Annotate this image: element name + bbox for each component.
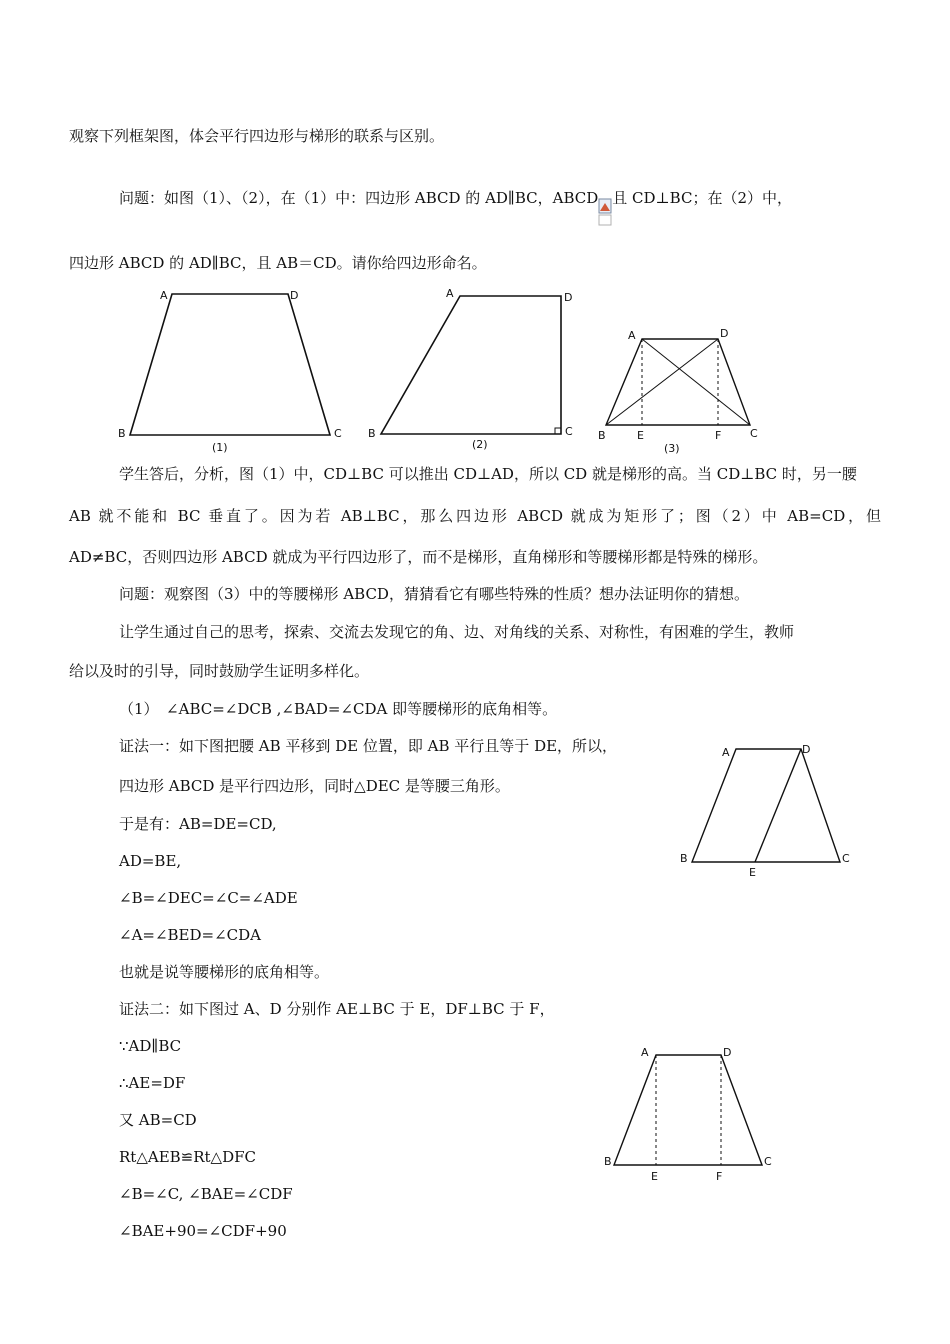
fig3-label-a: A	[628, 329, 636, 342]
proof1-line-4: AD=BE,	[119, 852, 182, 870]
fig3-caption: (3)	[664, 442, 680, 455]
proof2-line-4: 又 AB=CD	[119, 1111, 197, 1129]
fig5-label-f: F	[716, 1170, 723, 1183]
fig5-label-b: B	[604, 1155, 612, 1168]
proof1-line-1: 证法一：如下图把腰 AB 平移到 DE 位置，即 AB 平行且等于 DE，所以，	[119, 737, 618, 755]
question1-line1	[119, 188, 792, 208]
answer-line-1: 学生答后，分析，图（1）中，CD⊥BC 可以推出 CD⊥AD，所以 CD 就是梯形的高。当 CD⊥BC 时，另一腰	[119, 465, 857, 483]
proof2-line-5: Rt△AEB≌Rt△DFC	[119, 1148, 256, 1166]
proof2-line-7: ∠BAE+90=∠CDF+90	[119, 1222, 287, 1240]
fig3-label-b: B	[598, 429, 606, 442]
fig3-label-e: E	[637, 429, 644, 442]
fig5-label-d: D	[723, 1046, 732, 1059]
figure-2-right-trapezoid	[364, 285, 584, 460]
fig4-label-b: B	[680, 852, 688, 865]
fig2-label-b: B	[368, 427, 376, 440]
fig5-label-c: C	[764, 1155, 772, 1168]
guide-line-1: 让学生通过自己的思考，探索、交流去发现它的角、边、对角线的关系、对称性，有困难的学生，教师	[119, 623, 795, 641]
fig1-label-c: C	[334, 427, 342, 440]
answer-line-3: AD≠BC，否则四边形 ABCD 就成为平行四边形了，而不是梯形，直角梯形和等腰梯形都是特殊的梯形。	[69, 548, 768, 566]
fig2-label-d: D	[564, 291, 573, 304]
intro-paragraph: 观察下列框架图，体会平行四边形与梯形的联系与区别。	[69, 127, 445, 145]
proof1-line-6: ∠A=∠BED=∠CDA	[119, 926, 262, 944]
guide-line-2: 给以及时的引导，同时鼓励学生证明多样化。	[69, 662, 370, 680]
fig3-label-f: F	[715, 429, 722, 442]
proof1-line-3: 于是有：AB=DE=CD,	[119, 815, 277, 833]
question1-line2: 四边形 ABCD 的 AD∥BC，且 AB＝CD。请你给四边形命名。	[69, 254, 487, 272]
proof1-line-5: ∠B=∠DEC=∠C=∠ADE	[119, 889, 298, 907]
fig5-label-e: E	[651, 1170, 658, 1183]
proof1-line-7: 也就是说等腰梯形的底角相等。	[119, 963, 330, 981]
property-1-heading: （1） ∠ABC=∠DCB ,∠BAD=∠CDA 即等腰梯形的底角相等。	[119, 700, 558, 718]
proof2-line-3: ∴AE=DF	[119, 1074, 186, 1092]
figure-5-altitudes	[600, 1040, 785, 1190]
fig4-label-a: A	[722, 746, 730, 759]
fig3-label-d: D	[720, 327, 729, 340]
fig2-label-a: A	[446, 287, 454, 300]
figure-1-trapezoid	[112, 285, 352, 460]
question1-part-b: 且 CD⊥BC；在（2）中，	[612, 189, 792, 207]
proof2-line-2: ∵AD∥BC	[119, 1037, 182, 1055]
fig3-label-c: C	[750, 427, 758, 440]
fig1-label-b: B	[118, 427, 126, 440]
figure-3-isosceles-trapezoid	[594, 325, 774, 460]
fig1-label-a: A	[160, 289, 168, 302]
fig5-label-a: A	[641, 1046, 649, 1059]
fig2-caption: (2)	[472, 438, 488, 451]
broken-image-icon	[598, 191, 612, 207]
proof2-line-1: 证法二：如下图过 A、D 分别作 AE⊥BC 于 E，DF⊥BC 于 F，	[119, 1000, 555, 1018]
answer-line-2: AB 就不能和 BC 垂直了。因为若 AB⊥BC，那么四边形 ABCD 就成为矩形了；图（2）中 AB=CD，但	[69, 507, 881, 525]
fig2-label-c: C	[565, 425, 573, 438]
figure-4-translated-leg	[676, 738, 866, 883]
question1-part-a: 问题：如图（1）、（2），在（1）中：四边形 ABCD 的 AD∥BC，ABCD	[119, 189, 599, 207]
question2-paragraph: 问题：观察图（3）中的等腰梯形 ABCD，猜猜看它有哪些特殊的性质？想办法证明你的猜想。	[119, 585, 749, 603]
fig4-label-c: C	[842, 852, 850, 865]
fig1-label-d: D	[290, 289, 299, 302]
fig4-label-d: D	[802, 743, 811, 756]
proof2-line-6: ∠B=∠C, ∠BAE=∠CDF	[119, 1185, 293, 1203]
fig4-label-e: E	[749, 866, 756, 879]
proof1-line-2: 四边形 ABCD 是平行四边形，同时△DEC 是等腰三角形。	[119, 777, 510, 795]
fig1-caption: (1)	[212, 441, 228, 454]
